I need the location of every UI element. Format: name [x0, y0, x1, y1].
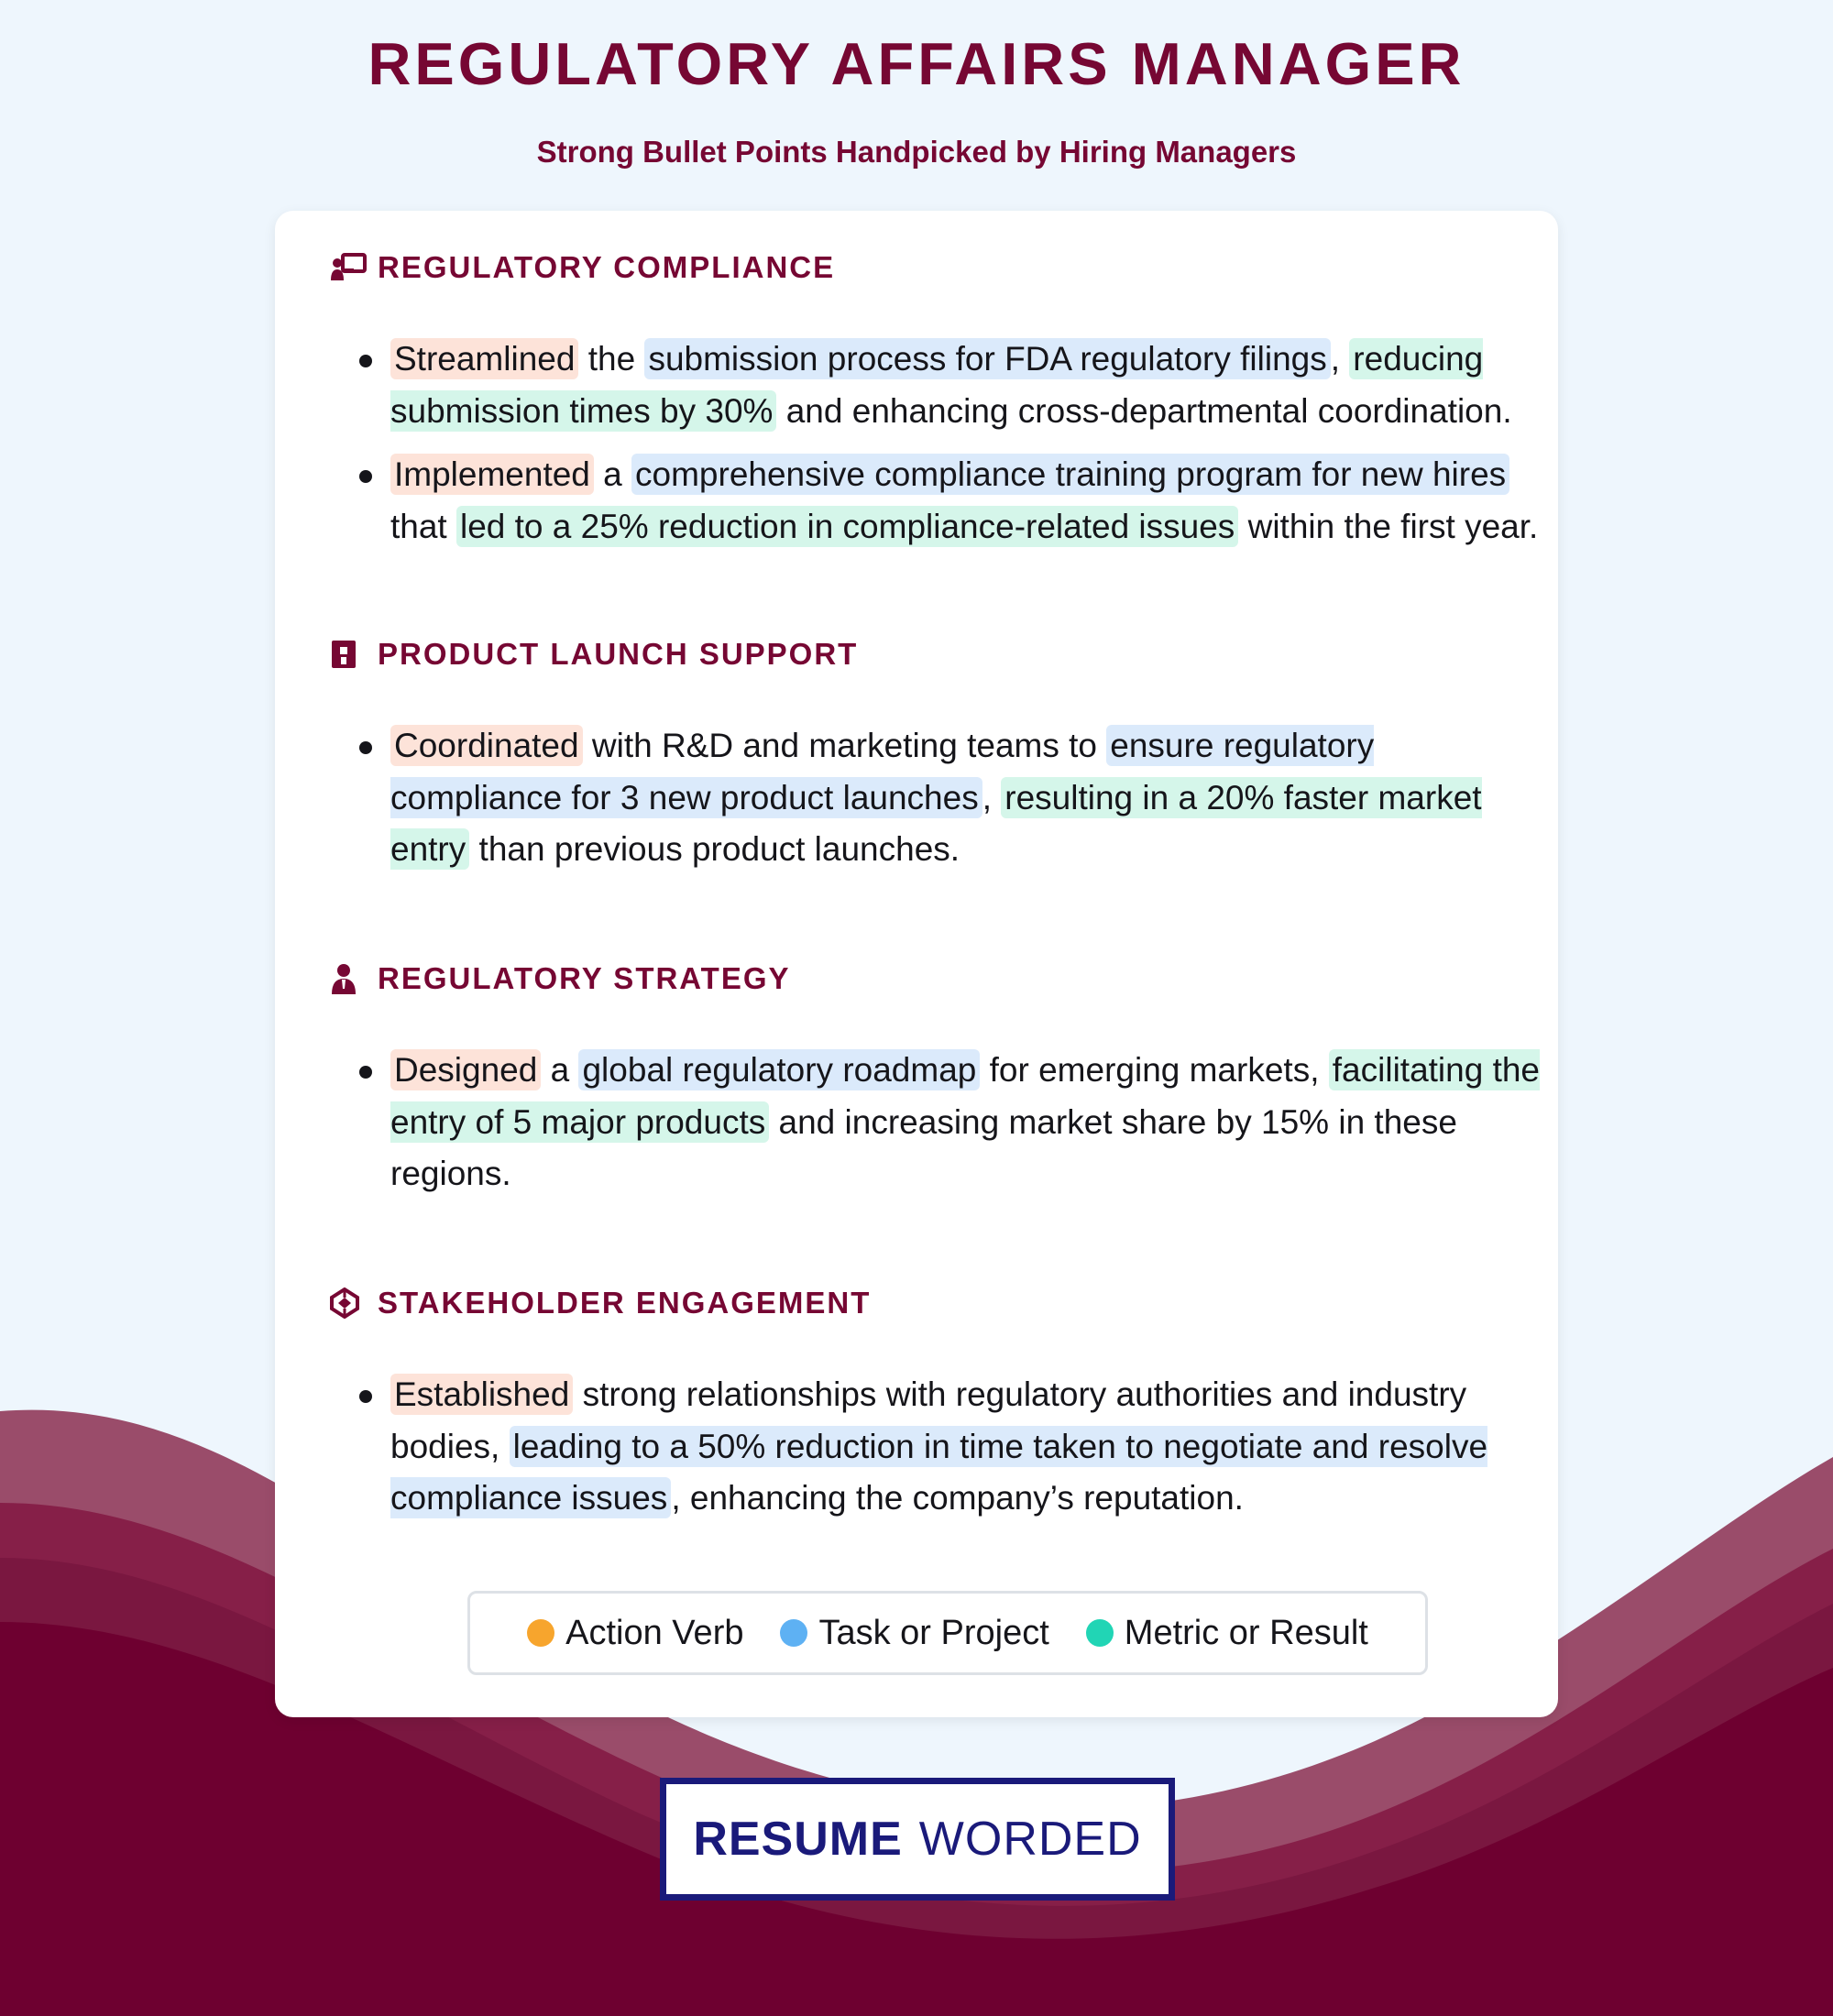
- task-or-project-dot: [780, 1619, 807, 1647]
- section-product-launch-support: [330, 636, 1540, 876]
- action-verb-highlight: Established: [390, 1374, 573, 1415]
- legend-label: Action Verb: [565, 1613, 744, 1652]
- section-title: REGULATORY COMPLIANCE: [378, 250, 836, 284]
- logo-light-text: WORDED: [918, 1813, 1142, 1866]
- action-verb-highlight: Designed: [390, 1049, 541, 1090]
- section-regulatory-strategy: [330, 960, 1540, 1200]
- bullet-list: [330, 1369, 1540, 1525]
- id-badge-icon: [330, 639, 368, 670]
- legend-task-or-project: [780, 1614, 1048, 1653]
- bullet-list: [330, 720, 1540, 876]
- metric-highlight: facilitating the entry of 5 major products: [390, 1051, 1541, 1141]
- bullet-list: [330, 1045, 1540, 1200]
- section-title: PRODUCT LAUNCH SUPPORT: [378, 637, 859, 671]
- resume-worded-logo[interactable]: [660, 1778, 1175, 1901]
- page-header: [0, 27, 1833, 170]
- plain-text: with R&D and marketing teams to: [582, 727, 1107, 764]
- plain-text: a: [593, 455, 632, 493]
- bullet-list: [330, 334, 1540, 553]
- action-verb-highlight: Implemented: [390, 454, 594, 495]
- task-highlight: ensure regulatory compliance for 3 new product launches: [390, 727, 1375, 816]
- bullet-item: [330, 1045, 1540, 1200]
- plain-text: a: [541, 1051, 579, 1089]
- user-tie-icon: [330, 963, 368, 994]
- section-heading: [330, 960, 1540, 997]
- legend-label: Metric or Result: [1124, 1613, 1368, 1652]
- task-highlight: leading to a 50% reduction in time taken to negotiate and resolve compliance issues: [390, 1427, 1488, 1517]
- legend-label: Task or Project: [818, 1613, 1049, 1652]
- bullet-item: [330, 1369, 1540, 1525]
- plain-text: within the first year.: [1238, 507, 1539, 545]
- metric-highlight: reducing submission times by 30%: [390, 340, 1484, 430]
- plain-text: the: [578, 340, 645, 378]
- action-verb-highlight: Coordinated: [390, 725, 583, 766]
- section-title: STAKEHOLDER ENGAGEMENT: [378, 1286, 872, 1320]
- task-highlight: global regulatory roadmap: [578, 1049, 980, 1090]
- plain-text: than previous product launches.: [469, 830, 960, 868]
- page-subtitle: Strong Bullet Points Handpicked by Hiring Managers: [536, 135, 1297, 169]
- task-highlight: comprehensive compliance training program for new hires: [631, 454, 1509, 495]
- codepen-icon: [330, 1287, 368, 1319]
- plain-text: that: [390, 507, 456, 545]
- page-title: REGULATORY AFFAIRS MANAGER: [368, 30, 1465, 97]
- plain-text: ,: [1330, 340, 1350, 378]
- section-heading: [330, 249, 1540, 286]
- action-verb-dot: [527, 1619, 554, 1647]
- bullet-item: [330, 334, 1540, 437]
- plain-text: and increasing market share by 15% in these regions.: [390, 1102, 1457, 1192]
- task-highlight: submission process for FDA regulatory filings: [644, 338, 1330, 379]
- plain-text: strong relationships with regulatory authorities and industry bodies,: [390, 1375, 1467, 1465]
- section-heading: [330, 636, 1540, 673]
- section-regulatory-compliance: [330, 249, 1540, 553]
- legend-metric-or-result: [1086, 1614, 1368, 1653]
- logo-bold-text: RESUME: [693, 1813, 903, 1866]
- section-title: REGULATORY STRATEGY: [378, 961, 791, 995]
- plain-text: ,: [982, 778, 1002, 816]
- metric-highlight: resulting in a 20% faster market entry: [390, 778, 1482, 868]
- bullet-item: [330, 449, 1540, 553]
- bullet-points-card: [275, 211, 1558, 1717]
- plain-text: , enhancing the company’s reputation.: [671, 1479, 1244, 1517]
- legend-action-verb: [527, 1614, 743, 1653]
- plain-text: and enhancing cross-departmental coordination.: [776, 391, 1512, 430]
- highlight-legend: [467, 1591, 1428, 1675]
- metric-highlight: led to a 25% reduction in compliance-related issues: [456, 506, 1238, 547]
- presentation-icon: [330, 252, 368, 283]
- section-heading: [330, 1285, 1540, 1321]
- plain-text: for emerging markets,: [980, 1051, 1329, 1089]
- bullet-item: [330, 720, 1540, 876]
- metric-or-result-dot: [1086, 1619, 1114, 1647]
- section-stakeholder-engagement: [330, 1285, 1540, 1525]
- action-verb-highlight: Streamlined: [390, 338, 578, 379]
